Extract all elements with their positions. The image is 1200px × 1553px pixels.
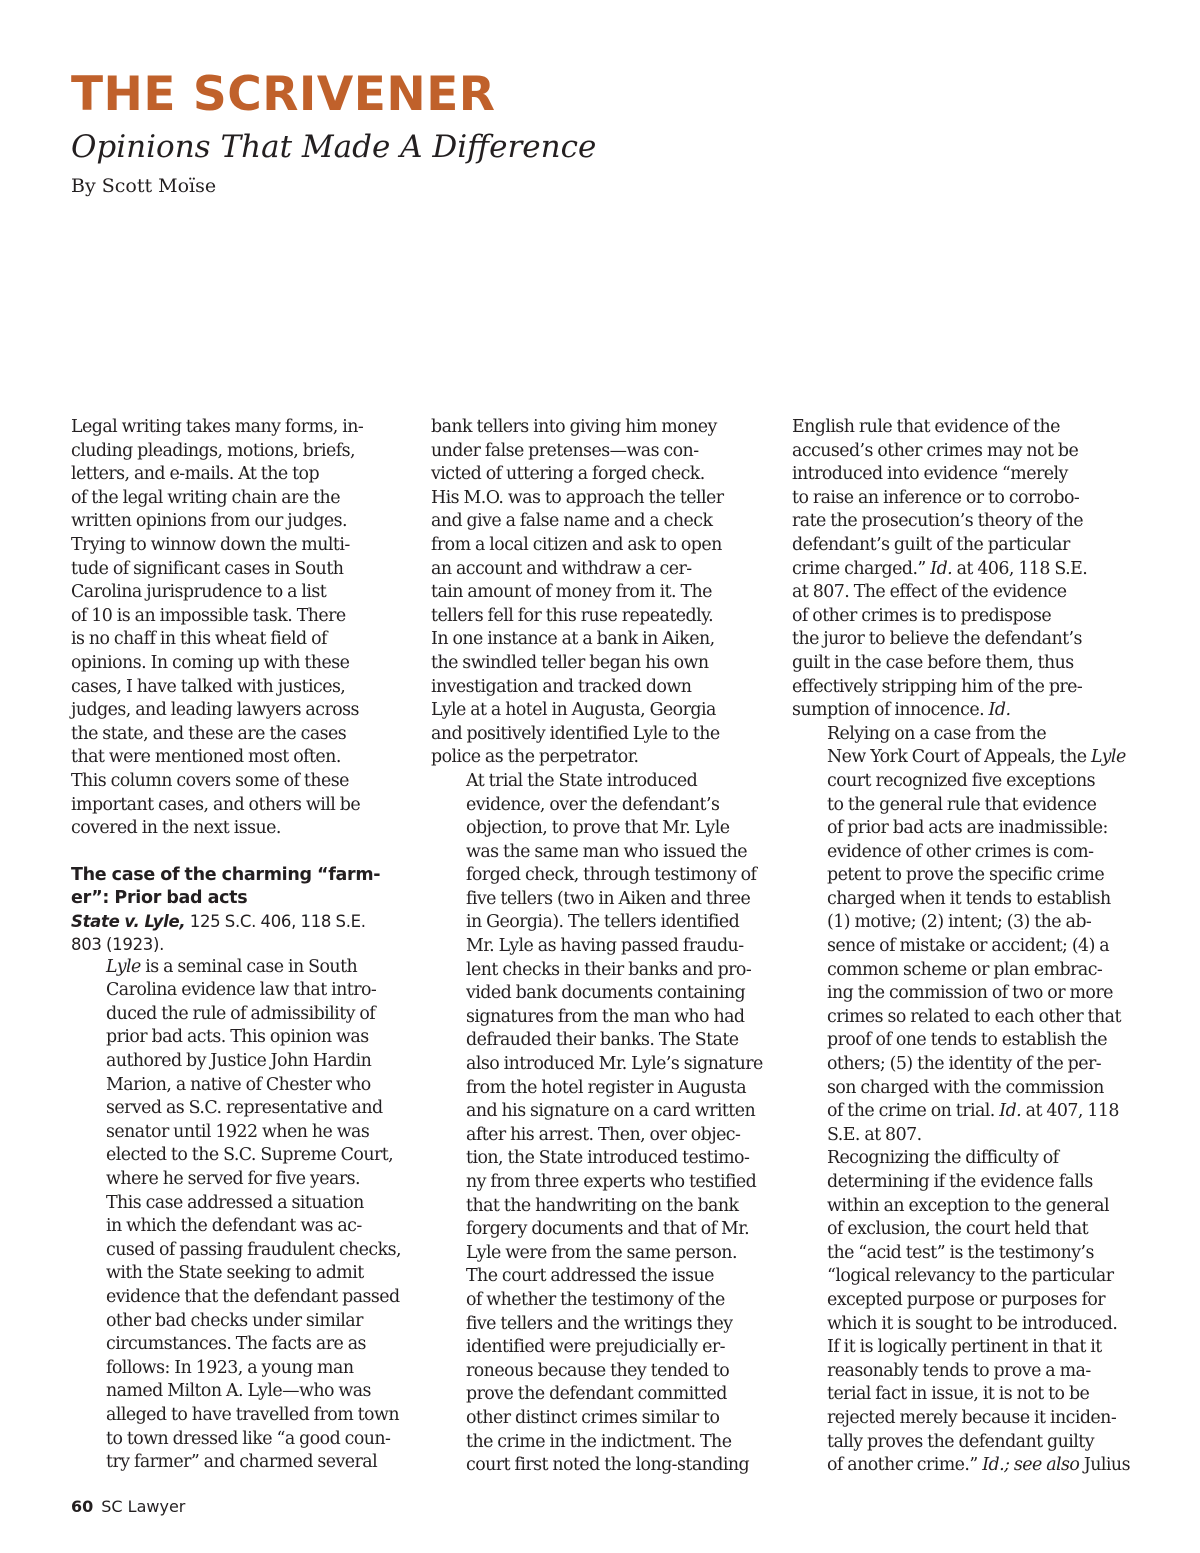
page-footer [71,1497,185,1516]
column-title: THE SCRIVENER [71,67,496,122]
paragraph-gap [71,841,411,864]
case-citation: State v. Lyle, 125 S.C. 406, 118 S.E. 803 (1923). [71,911,366,954]
article-subtitle: Opinions That Made A Difference [71,129,597,165]
body-paragraph: English rule that evidence of the accused’s other crimes may not be introduced into evidence “merely to raise an inference or to corrobo- rate the prosecution’s theory of the defendant’s guilt of the particular crime charged.” Id. at 406, 118 S.E. at 807. The effect of the evidence of other crimes is to predispose the juror to believe the defendant’s guilt in the case before them, thus effectively stripping him of the pre- sumption of innocence. Id. [792,417,1088,721]
text-column-3 [792,416,1132,1478]
case-name: State v. Lyle, [71,911,186,931]
body-paragraph: Lyle is a seminal case in South Carolina evidence law that intro- duced the rule of admissibility of prior bad acts. This opinion was authored by Justice John Hardin Marion, a native of Chester who served as S.C. representative and senator until 1922 when he was elected to the S.C. Supreme Court, where he served for five years. [106,956,394,1190]
page-number: 60 [71,1497,94,1516]
body-paragraph: The court addressed the issue of whether the testimony of the five tellers and the writings they identified were prejudicially er- roneous because they tended to prove the defendant committed other distinct crimes similar to the crime in the indictment. The court first noted the long-standing [466,1266,750,1476]
intro-paragraph: Legal writing takes many forms, in- cluding pleadings, motions, briefs, letters, and e-mails. At the top of the legal writing chain are the written opinions from our judges. Trying to winnow down the multi- tude of significant cases in South Carolina jurisprudence to a list of 10 is an impossible task. There is no chaff in this wheat field of opinions. In coming up with these cases, I have talked with justices, judges, and leading lawyers across the state, and these are the cases that were mentioned most often. This column covers some of these important cases, and others will be covered in the next issue. [71,417,364,839]
text-column-1 [71,416,411,1475]
text-column-2 [431,416,771,1478]
body-paragraph: Relying on a case from the New York Court of Appeals, the Lyle court recognized five exceptions to the general rule that evidence of prior bad acts are inadmissible: evidence of other crimes is com- petent to prove the specific crime charged when it tends to establish (1) motive; (2) intent; (3) the ab- sence of mistake or accident; (4) a common scheme or plan embrac- ing the commission of two or more crimes so related to each other that proof of one tends to establish the others; (5) the identity of the per- son charged with the commission of the crime on trial. Id. at 407, 118 S.E. at 807. [827,723,1126,1145]
body-paragraph: At trial the State introduced evidence, over the defendant’s objection, to prove that Mr. Lyle was the same man who issued the forged check, through testimony of five tellers (two in Aiken and three in Georgia). The tellers identified Mr. Lyle as having passed fraudu- lent checks in their banks and pro- vided bank documents containing signatures from the man who had defrauded their banks. The State also introduced Mr. Lyle’s signature from the hotel register in Augusta and his signature on a card written after his arrest. Then, over objec- tion, the State introduced testimo- ny from three experts who testified that the handwriting on the bank forgery documents and that of Mr. Lyle were from the same person. [466,770,763,1263]
publication-name: SC Lawyer [101,1497,186,1516]
article-header [71,67,1131,198]
body-paragraph: This case addressed a situation in which the defendant was ac- cused of passing fraudulent checks, with the State seeking to admit evidence that the defendant passed other bad checks under similar circumstances. The facts are as follows: In 1923, a young man named Milton A. Lyle—who was alleged to have travelled from town to town dressed like “a good coun- try farmer” and charmed several [106,1192,401,1473]
body-paragraph: Recognizing the difficulty of determining if the evidence falls within an exception to the general of exclusion, the court held that the “acid test” is the testimony’s “logical relevancy to the particular excepted purpose or purposes for which it is sought to be introduced. If it is logically pertinent in that it reasonably tends to prove a ma- terial fact in issue, it is not to be rejected merely because it inciden- tally proves the defendant guilty of another crime.” Id.; see also Julius [827,1148,1130,1476]
section-heading: The case of the charming “farm- er”: Prior bad acts [71,864,381,908]
body-paragraph: bank tellers into giving him money under false pretenses—was con- victed of uttering a forged check. His M.O. was to approach the teller and give a false name and a check from a local citizen and ask to open an account and withdraw a cer- tain amount of money from it. The tellers fell for this ruse repeatedly. In one instance at a bank in Aiken, the swindled teller began his own investigation and tracked down Lyle at a hotel in Augusta, Georgia and positively identified Lyle to the police as the perpetrator. [431,417,724,768]
byline: By Scott Moïse [71,175,217,197]
